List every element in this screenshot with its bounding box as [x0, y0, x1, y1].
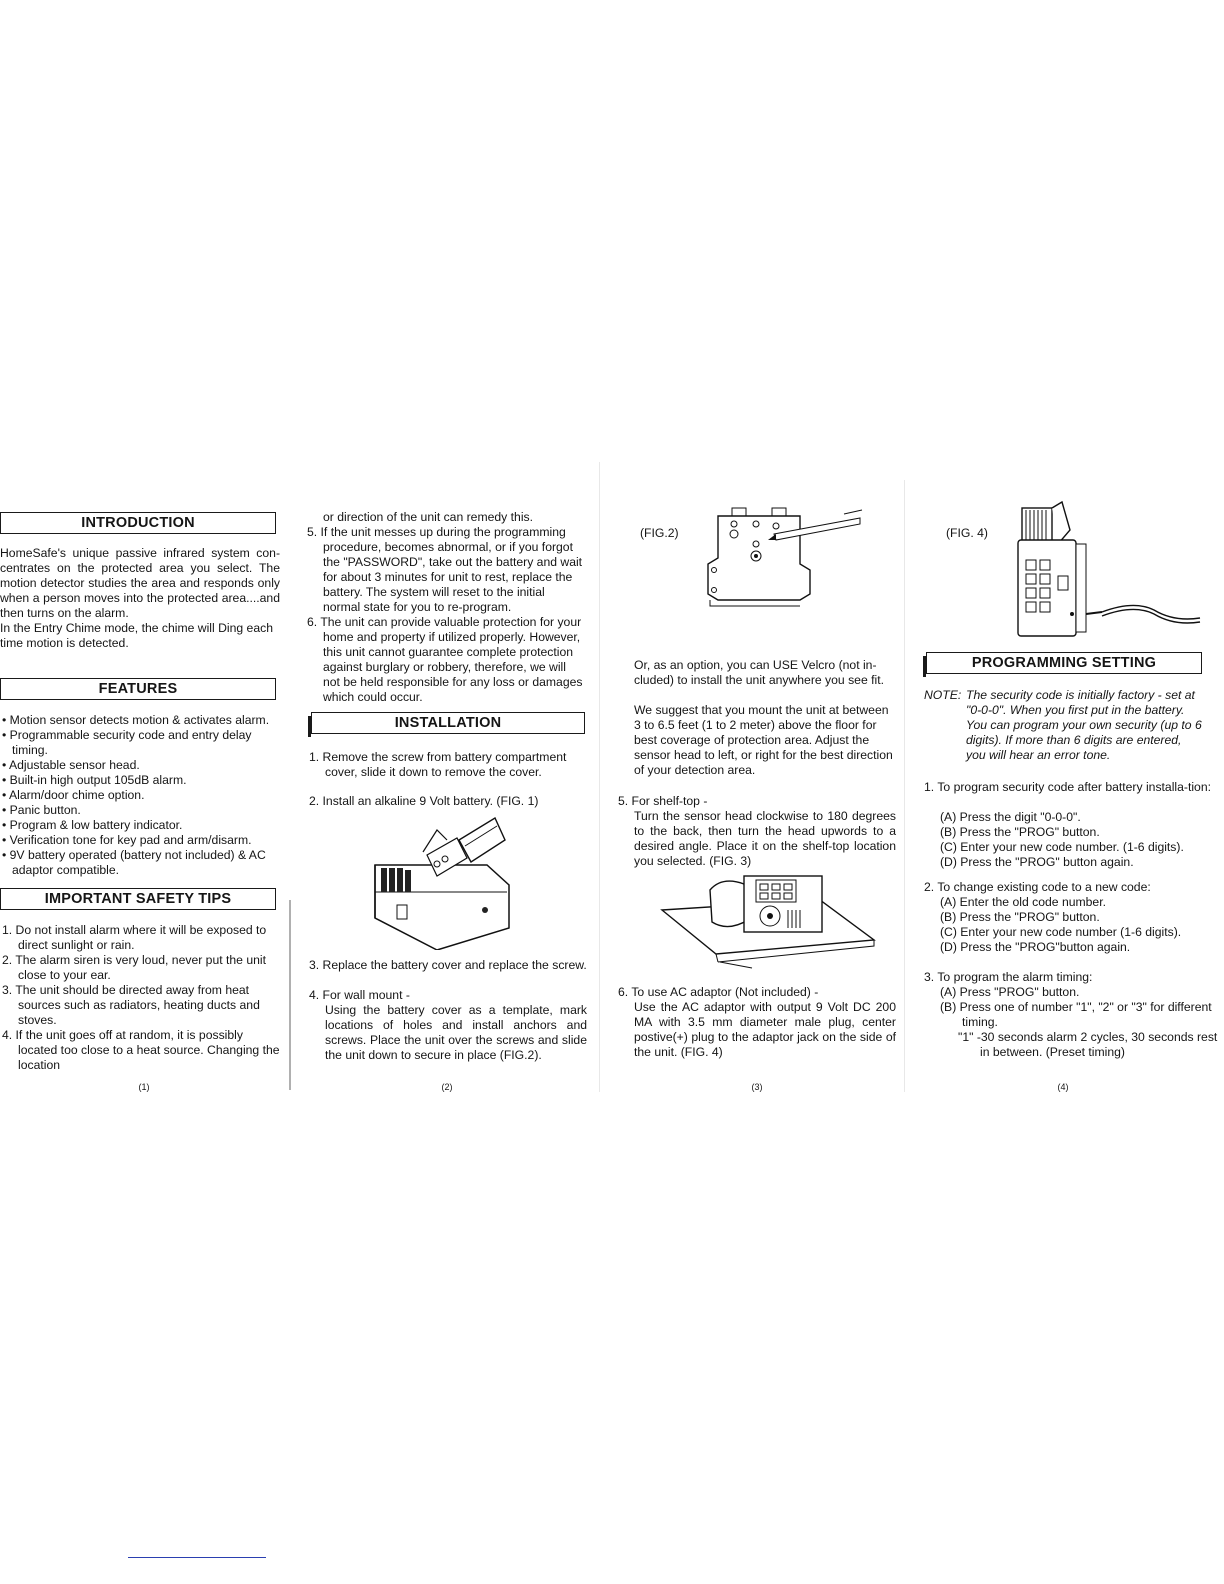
list-item: 4. If the unit goes off at random, it is possibly located too close to a heat source. Changing the location: [2, 1028, 280, 1072]
ac-adaptor-body: Use the AC adaptor with output 9 Volt DC 200 MA with 3.5 mm diameter male plug, center postive(+) plug to the adaptor jack on the side of the unit. (FIG. 4): [634, 1000, 896, 1059]
list-item: • Panic button.: [2, 803, 286, 818]
list-item: 2. The alarm siren is very loud, never put the unit close to your ear.: [2, 953, 266, 982]
prog-step-1-list: [922, 810, 1202, 870]
list-item: (D) Press the "PROG" button again.: [940, 855, 1134, 869]
install-step-4-title: 4. For wall mount -: [309, 988, 410, 1002]
note-label: NOTE:: [924, 688, 962, 702]
safety-tips-heading: IMPORTANT SAFETY TIPS: [0, 888, 276, 910]
ac-adaptor-title: 6. To use AC adaptor (Not included) -: [618, 985, 819, 999]
panel-2: [307, 498, 587, 1092]
list-item: (D) Press the "PROG"button again.: [940, 940, 1131, 954]
shelf-top-body: Turn the sensor head clockwise to 180 degrees to the back, then turn the head upwords to a desired angle. Place it on the shelf-top location you selected. (FIG. 3): [634, 809, 896, 868]
fig-2-wall-mount-illustration: [704, 504, 864, 612]
list-item: • Adjustable sensor head.: [2, 758, 286, 773]
footer-line: [128, 1557, 266, 1558]
page-number: (2): [441, 1082, 453, 1092]
fig-3-shelf-illustration: [660, 870, 876, 970]
intro-paragraph-1: HomeSafe's unique passive infrared system con-centrates on the protected area you select. The motion detector studies the area and responds only when a person moves into the protected area....and then turns on the alarm.: [0, 546, 280, 620]
list-item: 5. If the unit messes up during the programming procedure, becomes abnormal, or if you forgot the "PASSWORD", take out the battery and wait for about 3 minutes for unit to rest, replace the battery. The system will reset to the initial normal state for you to re-program.: [307, 525, 583, 614]
fig-1-battery-illustration: [367, 810, 517, 950]
page-number: (3): [751, 1082, 763, 1092]
fig-2-label: (FIG.2): [640, 526, 679, 540]
list-item: 6. The unit can provide valuable protection for your home and property if utilized properly. However, this unit cannot guarantee complete protection against burglary or robbery, therefore, we will not be held responsible for any loss or damages which could occur.: [307, 615, 583, 704]
introduction-heading: INTRODUCTION: [0, 512, 276, 534]
note-block: [924, 688, 1202, 763]
install-step-3: 3. Replace the battery cover and replace the screw.: [309, 958, 587, 972]
fold-line-1: [289, 900, 291, 1090]
list-item: (C) Enter your new code number (1-6 digits).: [940, 925, 1182, 939]
prog-step-3-c: "1" -30 seconds alarm 2 cycles, 30 seconds rest in between. (Preset timing): [958, 1030, 1218, 1059]
prog-step-3-b: (B) Press one of number "1", "2" or "3" for different timing.: [940, 1000, 1212, 1029]
list-item: (A) Enter the old code number.: [940, 895, 1106, 909]
note-text: The security code is initially factory - set at "0-0-0". When you first put in the battery. You can program your own security (up to 6 digits). If more than 6 digits are entered, you will hear an error tone.: [966, 688, 1202, 762]
install-step-1: 1. Remove the screw from battery compartment cover, slide it down to remove the cover.: [309, 750, 567, 779]
list-item: • 9V battery operated (battery not included) & AC adaptor compatible.: [2, 848, 286, 878]
install-step-4-body: Using the battery cover as a template, mark locations of holes and install anchors and screws. Place the unit over the screws and slide the unit down to secure in place (FIG.2).: [325, 1003, 587, 1062]
panel-3: [616, 498, 898, 1092]
list-item: 3. The unit should be directed away from heat sources such as radiators, heating ducts and stoves.: [2, 983, 260, 1027]
page-number: (1): [138, 1082, 150, 1092]
mount-height-text: We suggest that you mount the unit at between 3 to 6.5 feet (1 to 2 meter) above the floor for best coverage of protection area. Adjust the sensor head to left, or right for the best direction of your detection area.: [634, 703, 893, 777]
list-item: (C) Enter your new code number. (1-6 digits).: [940, 840, 1184, 854]
programming-setting-heading: PROGRAMMING SETTING: [926, 652, 1202, 674]
list-item: • Alarm/door chime option.: [2, 788, 286, 803]
list-item: • Programmable security code and entry delay timing.: [2, 728, 286, 758]
prog-step-2-list: [922, 895, 1202, 955]
list-item: • Program & low battery indicator.: [2, 818, 286, 833]
installation-heading: INSTALLATION: [311, 712, 585, 734]
panel-4: [922, 498, 1218, 1092]
fig-4-label: (FIG. 4): [946, 526, 988, 540]
features-heading: FEATURES: [0, 678, 276, 700]
panel-1: [0, 498, 288, 1092]
fold-line-3: [904, 480, 905, 1092]
prog-step-3-a: (A) Press "PROG" button.: [940, 985, 1080, 999]
shelf-top-title: 5. For shelf-top -: [618, 794, 708, 808]
fig-4-adaptor-illustration: [1014, 500, 1204, 640]
list-item: • Motion sensor detects motion & activates alarm.: [2, 713, 286, 728]
install-step-2: 2. Install an alkaline 9 Volt battery. (FIG. 1): [309, 794, 539, 808]
list-item: (B) Press the "PROG" button.: [940, 825, 1100, 839]
list-item: (B) Press the "PROG" button.: [940, 910, 1100, 924]
prog-step-3-title: 3. To program the alarm timing:: [924, 970, 1093, 984]
velcro-text: Or, as an option, you can USE Velcro (not in-cluded) to install the unit anywhere you see fit.: [634, 658, 884, 687]
features-list: [2, 713, 286, 878]
prog-step-1-title: 1. To program security code after battery installa-tion:: [924, 780, 1211, 794]
intro-paragraph-2: In the Entry Chime mode, the chime will Ding each time motion is detected.: [0, 621, 273, 650]
list-item: 1. Do not install alarm where it will be exposed to direct sunlight or rain.: [2, 923, 267, 952]
prog-step-2-title: 2. To change existing code to a new code:: [924, 880, 1151, 894]
safety-tips-continued: [307, 525, 585, 705]
list-item: • Built-in high output 105dB alarm.: [2, 773, 286, 788]
list-item: (A) Press the digit "0-0-0".: [940, 810, 1081, 824]
introduction-text: [0, 546, 280, 651]
page-number: (4): [1057, 1082, 1069, 1092]
safety-tips-list: [2, 923, 280, 1073]
continued-text: or direction of the unit can remedy this.: [323, 510, 534, 524]
list-item: • Verification tone for key pad and arm/disarm.: [2, 833, 286, 848]
